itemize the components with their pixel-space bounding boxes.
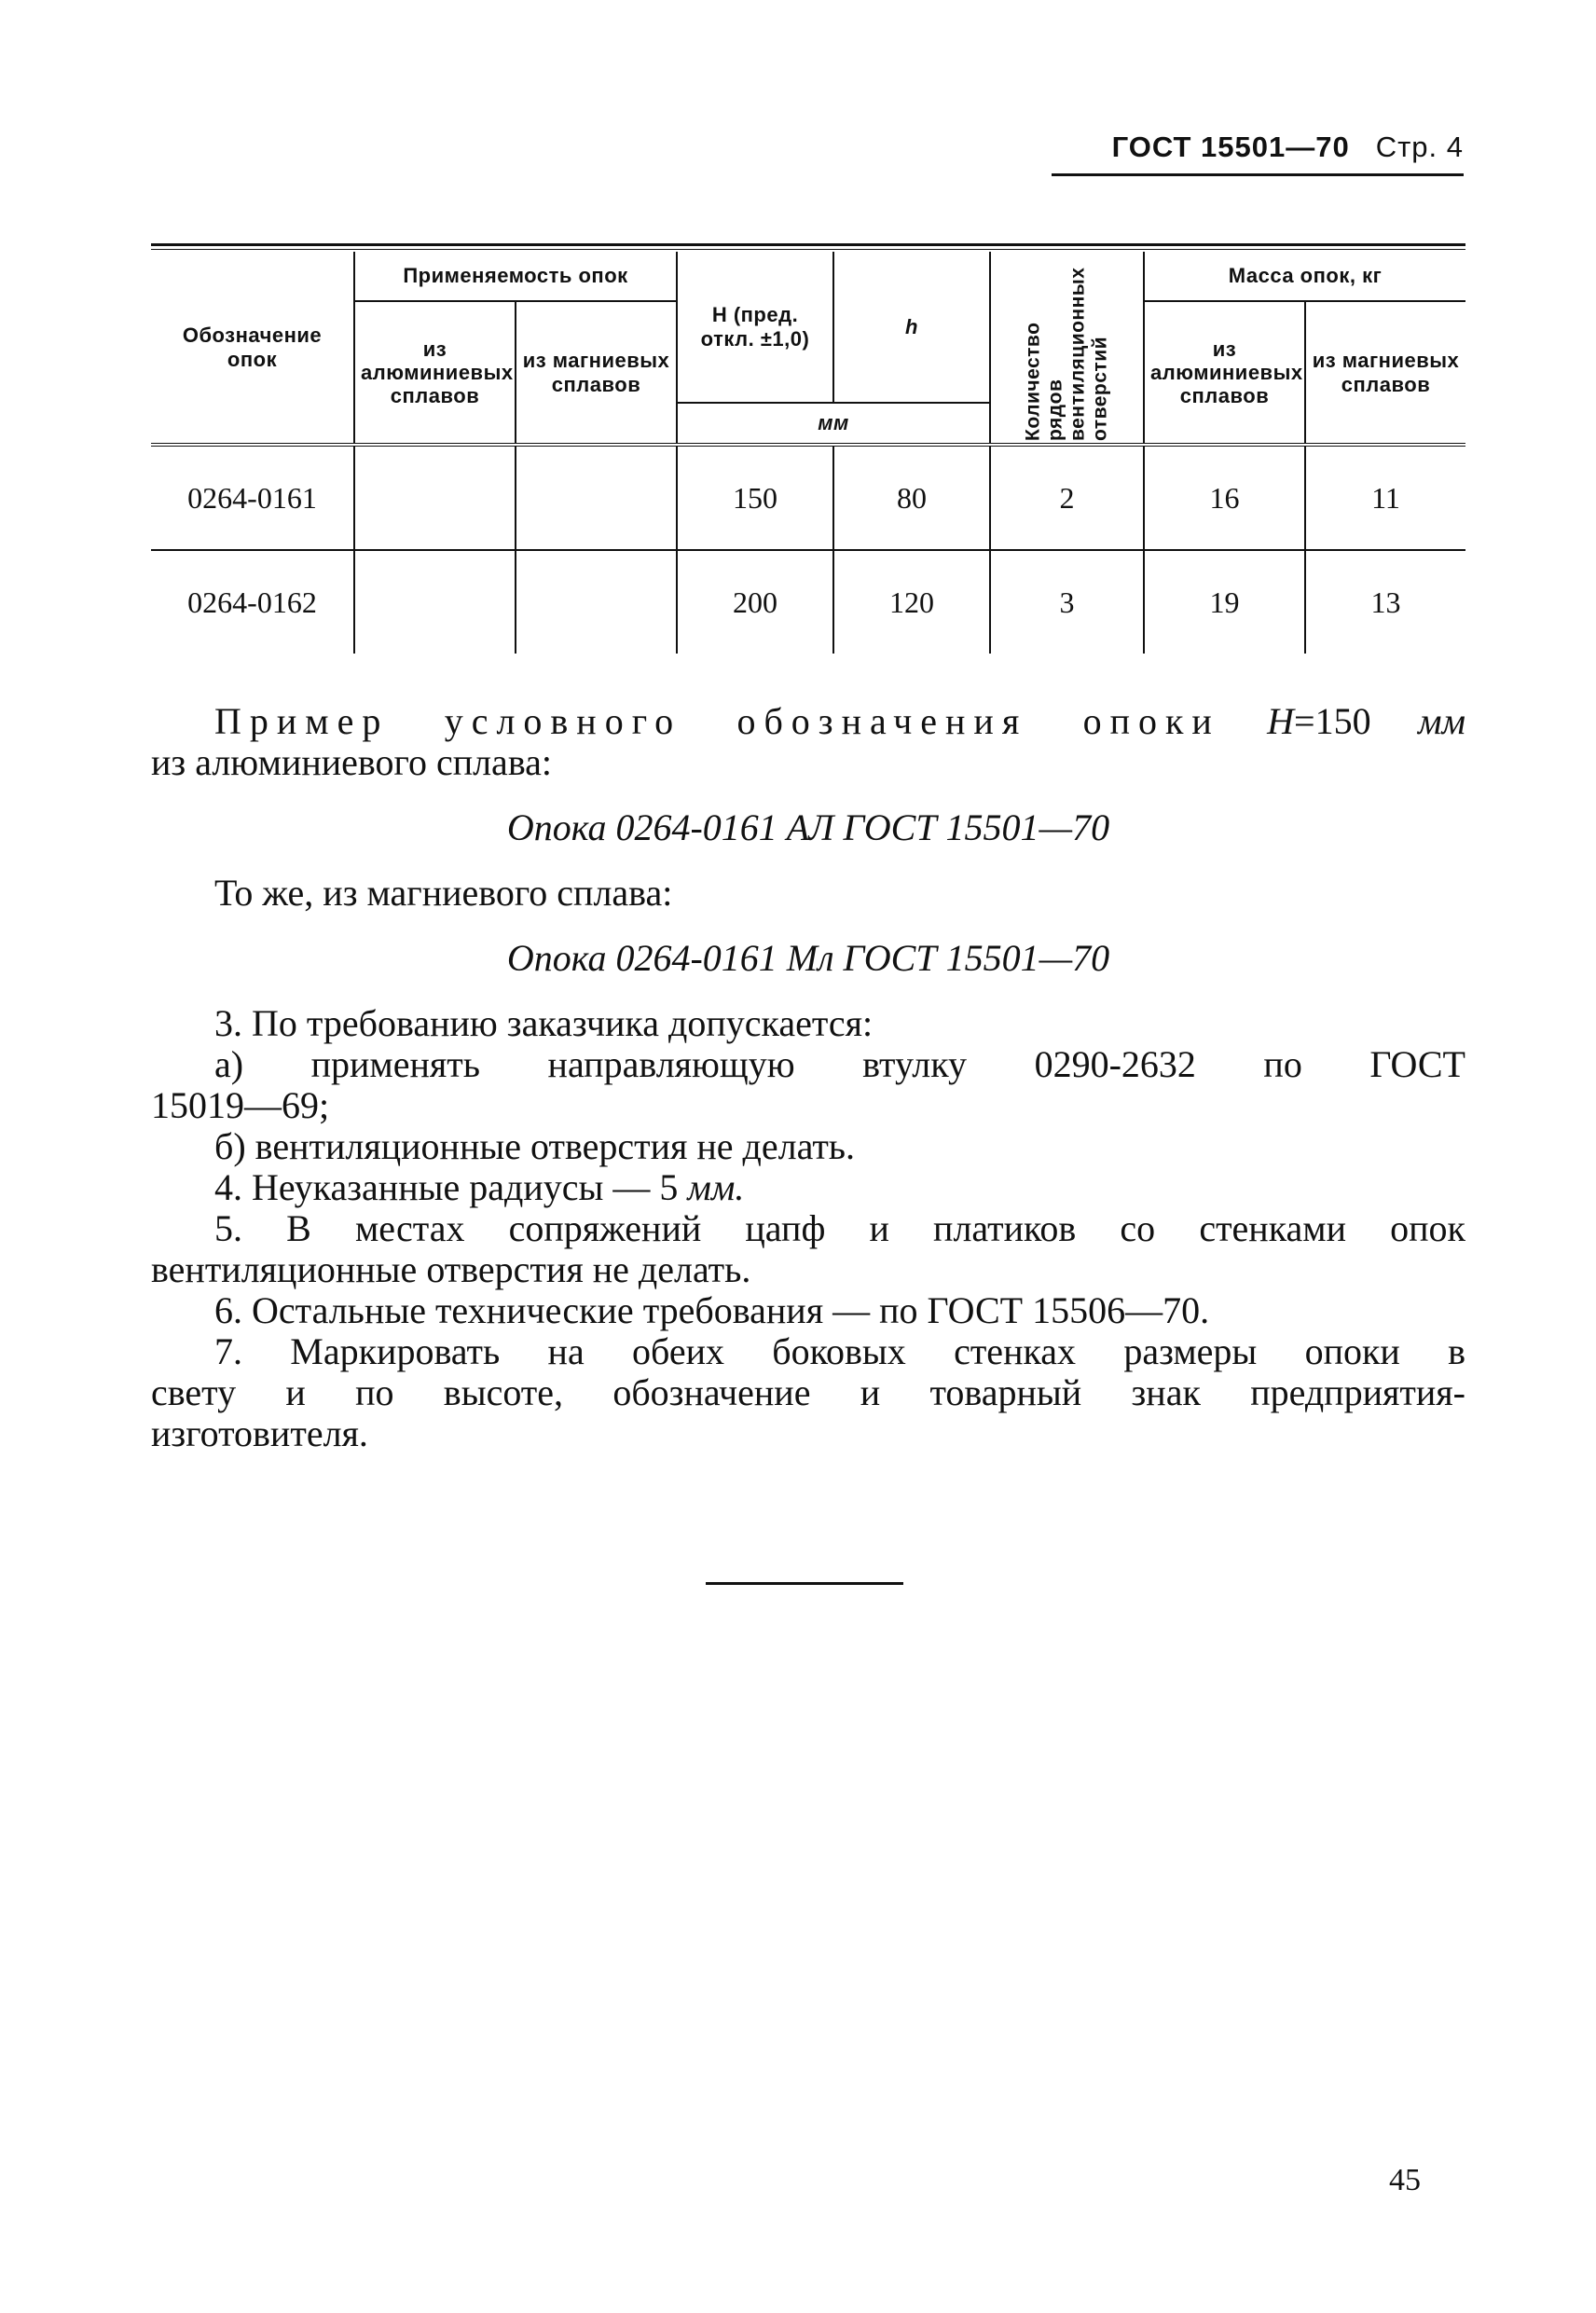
item-3b: б) вентиляционные отверстия не делать. — [214, 1125, 856, 1167]
example-unit: мм — [1417, 700, 1466, 742]
header-appl-magnesium: из магниевых сплавов — [516, 301, 677, 445]
standard-title: ГОСТ 15501—70 — [1111, 131, 1350, 163]
header-H: Н (пред. откл. ±1,0) — [677, 252, 833, 403]
item-3a: а) применять направляющую втулку 0290-2632 по ГОСТ — [214, 1043, 1465, 1085]
cell-H: 200 — [677, 550, 833, 654]
header-mass-magnesium: из магниевых сплавов — [1305, 301, 1465, 445]
header-unit-mm: мм — [677, 403, 990, 445]
item-3: 3. По требованию заказчика допускается: — [214, 1002, 874, 1044]
header-designation: Обозначение опок — [151, 252, 354, 445]
cell-h: 80 — [833, 445, 990, 550]
table-row — [151, 550, 1465, 654]
header-mass: Масса опок, кг — [1144, 252, 1465, 301]
cell-mass-mg: 11 — [1305, 445, 1465, 550]
cell-appl-al — [354, 550, 516, 654]
item-7: 7. Маркировать на обеих боковых стенках размеры опоки в — [214, 1330, 1465, 1372]
item-5-cont: вентиляционные отверстия не делать. — [151, 1248, 751, 1290]
end-rule — [706, 1582, 903, 1585]
item-7-cont2: изготовителя. — [151, 1412, 368, 1454]
cell-mass-mg: 13 — [1305, 550, 1465, 654]
designation-aluminum: Опока 0264-0161 АЛ ГОСТ 15501—70 — [506, 806, 1110, 848]
header-h-small: h — [833, 252, 990, 403]
header-applicability: Применяемость опок — [354, 252, 677, 301]
page-number: 45 — [1389, 2163, 1421, 2197]
item-3a-cont: 15019—69; — [151, 1084, 330, 1126]
header-vent-rows — [990, 252, 1144, 445]
item-4: 4. Неуказанные радиусы — 5 мм. — [214, 1166, 745, 1208]
page-header — [1052, 131, 1464, 176]
cell-vent-rows: 3 — [990, 550, 1144, 654]
cell-vent-rows: 2 — [990, 445, 1144, 550]
cell-mass-al: 19 — [1144, 550, 1305, 654]
cell-code: 0264-0162 — [187, 585, 317, 619]
item-5: 5. В местах сопряжений цапф и платиков со стенками опок — [214, 1207, 1465, 1249]
body-text — [151, 701, 1465, 1454]
same-magnesium: То же, из магниевого сплава: — [214, 872, 673, 914]
cell-H: 150 — [677, 445, 833, 550]
example-cont: из алюминиевого сплава: — [151, 741, 553, 783]
cell-appl-mg — [516, 550, 677, 654]
page-label: Стр. 4 — [1375, 131, 1464, 163]
designation-magnesium: Опока 0264-0161 Мл ГОСТ 15501—70 — [506, 937, 1110, 979]
example-lead: Пример условного обозначения опоки — [214, 700, 1220, 742]
item-4-unit: мм. — [687, 1166, 745, 1208]
example-line — [151, 701, 1465, 742]
cell-mass-al: 16 — [1144, 445, 1305, 550]
header-appl-aluminum: из алюминиевых сплавов — [354, 301, 516, 445]
cell-appl-al — [354, 445, 516, 550]
cell-code: 0264-0161 — [187, 480, 317, 515]
example-value: =150 — [1294, 700, 1371, 742]
cell-h: 120 — [833, 550, 990, 654]
header-vent-rows-text: Количество рядов вентиляционных отверстий — [1022, 267, 1111, 441]
table-top-rule — [151, 243, 1465, 250]
table-row — [151, 445, 1465, 550]
example-var: Н — [1267, 700, 1295, 742]
cell-appl-mg — [516, 445, 677, 550]
spec-table — [151, 252, 1465, 654]
item-6: 6. Остальные технические требования — по ГОСТ 15506—70. — [214, 1289, 1210, 1331]
header-mass-aluminum: из алюминиевых сплавов — [1144, 301, 1305, 445]
item-7-cont1: свету и по высоте, обозначение и товарный знак предприятия- — [151, 1371, 1465, 1413]
